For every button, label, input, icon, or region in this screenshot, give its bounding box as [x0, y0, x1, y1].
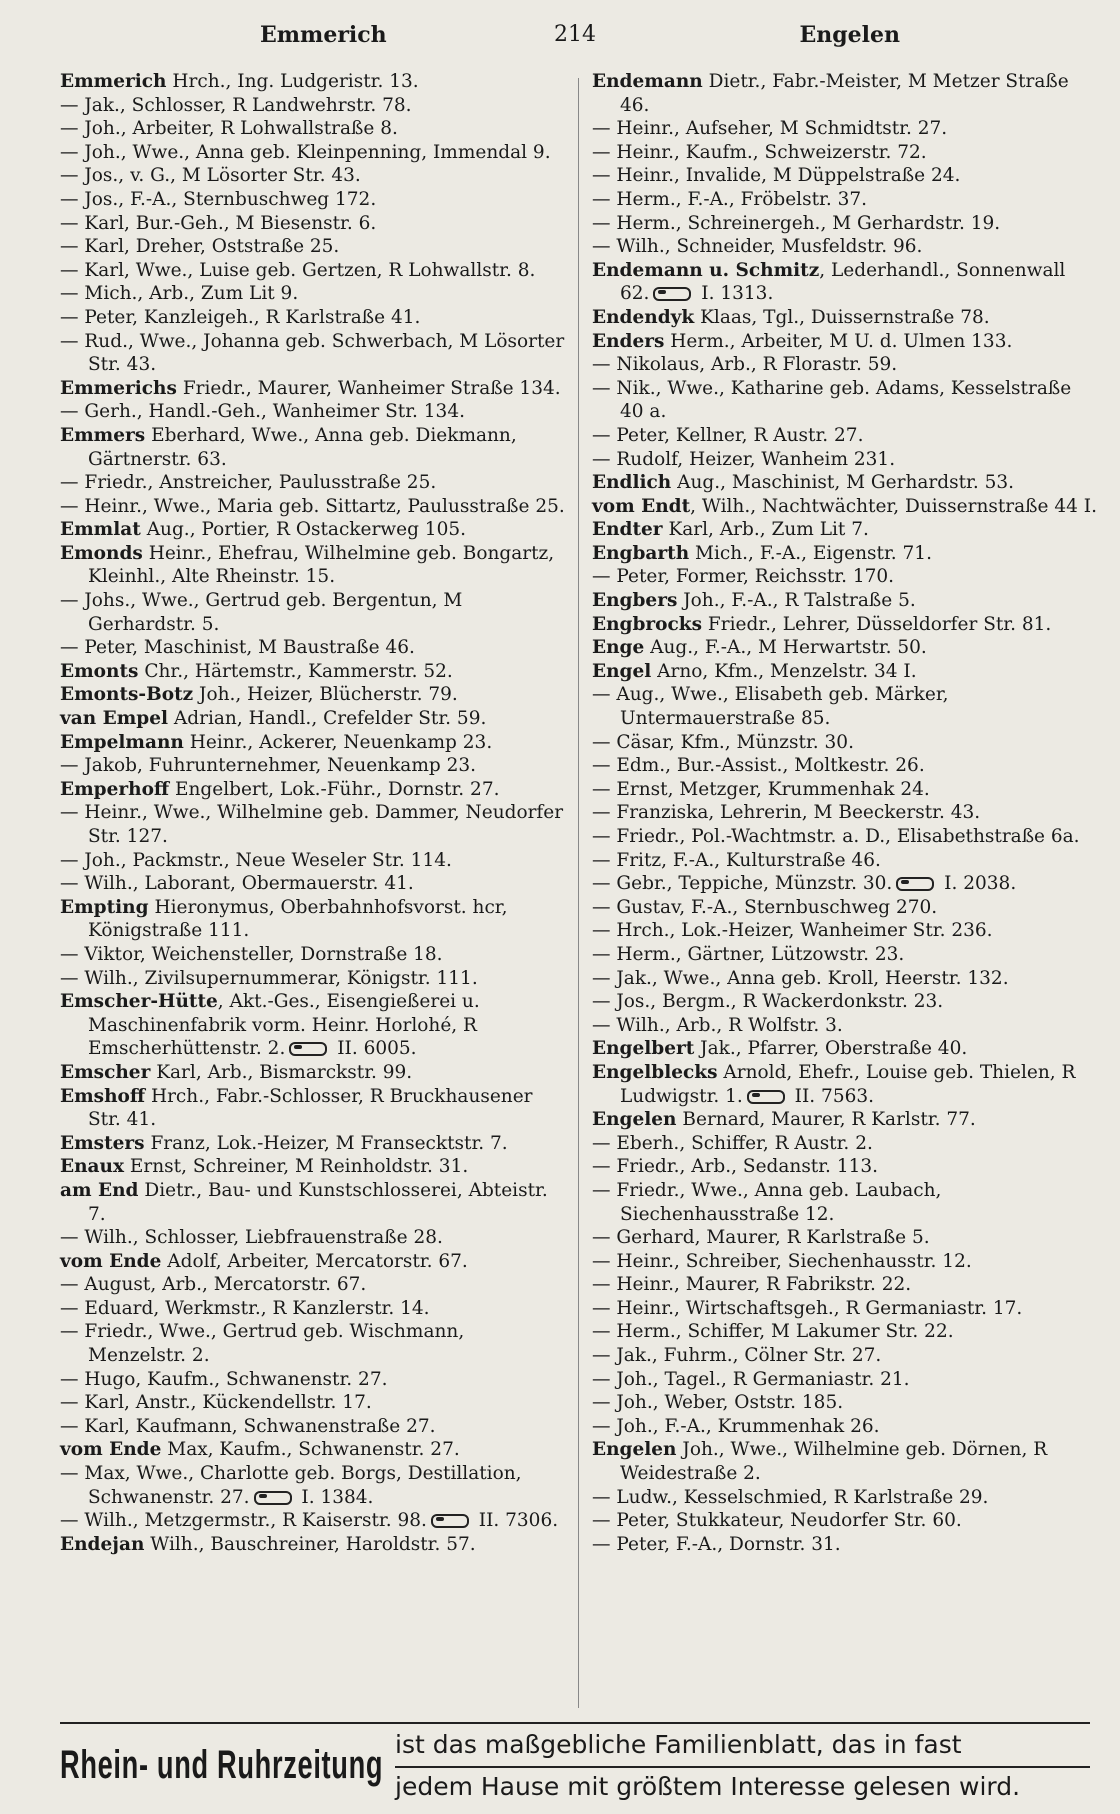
- entry-details: — Jos., v. G., M Lösorter Str. 43.: [60, 165, 361, 187]
- directory-entry: [60, 235, 565, 259]
- header-left-keyword: Emmerich: [260, 22, 387, 48]
- directory-entry: [592, 164, 1097, 188]
- right-column: [592, 70, 1097, 1556]
- entry-surname: vom Ende: [60, 1250, 162, 1272]
- entry-details: — Eberh., Schiffer, R Austr. 2.: [592, 1132, 873, 1154]
- directory-entry: [60, 141, 565, 165]
- ad-line-2: jedem Hause mit größtem Interesse gelesen wird.: [395, 1766, 1090, 1801]
- entry-details: — Nik., Wwe., Katharine geb. Adams, Kesselstraße 40 a.: [592, 377, 1072, 423]
- directory-entry: [592, 1320, 1097, 1344]
- entry-details: — Heinr., Kaufm., Schweizerstr. 72.: [592, 141, 927, 163]
- directory-entry: [60, 542, 565, 589]
- entry-details: — Hugo, Kaufm., Schwanenstr. 27.: [60, 1368, 388, 1390]
- entry-details: — Ludw., Kesselschmied, R Karlstraße 29.: [592, 1486, 989, 1508]
- entry-details: — Peter, Kellner, R Austr. 27.: [592, 424, 864, 446]
- directory-entry: [60, 1533, 565, 1557]
- entry-details: Klaas, Tgl., Duissernstraße 78.: [694, 306, 990, 328]
- directory-entry: [592, 849, 1097, 873]
- directory-entry: [60, 94, 565, 118]
- directory-entry: [60, 872, 565, 896]
- directory-entry: [592, 1533, 1097, 1557]
- entry-details: — Heinr., Wwe., Wilhelmine geb. Dammer, Neudorfer Str. 127.: [60, 802, 564, 847]
- entry-details: — Heinr., Schreiber, Siechenhausstr. 12.: [592, 1250, 972, 1272]
- entry-details: , Lederhandl., Sonnenwall 62.: [620, 259, 1066, 305]
- entry-details: Dietr., Fabr.-Meister, M Metzer Straße 46.: [620, 71, 1069, 116]
- directory-entry: [592, 141, 1097, 165]
- entry-details: — Heinr., Invalide, M Düppelstraße 24.: [592, 165, 961, 187]
- directory-entry: [60, 282, 565, 306]
- entry-details: Aug., Portier, R Ostackerweg 105.: [140, 519, 466, 541]
- directory-entry: [592, 1250, 1097, 1274]
- entry-details: Joh., Heizer, Blücherstr. 79.: [193, 684, 458, 706]
- directory-entry: [60, 801, 565, 848]
- entry-surname: Emscher-Hütte: [60, 991, 218, 1013]
- entry-details: Jak., Pfarrer, Oberstraße 40.: [694, 1038, 968, 1060]
- entry-surname: am End: [60, 1179, 139, 1201]
- directory-entry: [592, 212, 1097, 236]
- telephone-icon: [254, 1491, 292, 1505]
- entry-surname: Endendyk: [592, 306, 695, 328]
- directory-entry: [592, 1486, 1097, 1510]
- directory-entry: [592, 1108, 1097, 1132]
- entry-surname: Emonts-Botz: [60, 684, 194, 706]
- telephone-number: I. 1313.: [695, 283, 774, 305]
- entry-surname: Emmerichs: [60, 377, 177, 399]
- entry-details: — Karl, Dreher, Oststraße 25.: [60, 236, 340, 258]
- entry-details: — Herm., Gärtner, Lützowstr. 23.: [592, 943, 905, 965]
- entry-details: — Heinr., Wwe., Maria geb. Sittartz, Paulusstraße 25.: [60, 495, 565, 517]
- entry-details: — Cäsar, Kfm., Münzstr. 30.: [592, 731, 854, 753]
- entry-details: — Karl, Bur.-Geh., M Biesenstr. 6.: [60, 212, 377, 234]
- directory-entry: [60, 1061, 565, 1085]
- entry-details: — Heinr., Aufseher, M Schmidtstr. 27.: [592, 118, 948, 140]
- directory-entry: [60, 495, 565, 519]
- entry-details: — Herm., Schreinergeh., M Gerhardstr. 19.: [592, 212, 1001, 234]
- directory-entry: [592, 1014, 1097, 1038]
- entry-details: Bernard, Maurer, R Karlstr. 77.: [676, 1109, 976, 1131]
- directory-entry: [60, 70, 565, 94]
- ad-title: Rhein- und Ruhrzeitung: [60, 1743, 384, 1787]
- entry-surname: Engbrocks: [592, 613, 703, 635]
- directory-entry: [592, 731, 1097, 755]
- entry-surname: Emperhoff: [60, 778, 170, 800]
- entry-details: Dietr., Bau- und Kunstschlosserei, Abteistr. 7.: [88, 1179, 548, 1225]
- entry-surname: Engel: [592, 660, 652, 682]
- entry-details: Hieronymus, Oberbahnhofsvorst. hcr, Königstraße 111.: [88, 896, 508, 942]
- entry-details: — Joh., Packmstr., Neue Weseler Str. 114.: [60, 849, 452, 871]
- directory-entry: [592, 518, 1097, 542]
- entry-surname: Emmers: [60, 424, 146, 446]
- entry-details: — Joh., Wwe., Anna geb. Kleinpenning, Immendal 9.: [60, 141, 551, 163]
- entry-details: Mich., F.-A., Eigenstr. 71.: [689, 542, 932, 564]
- entry-details: — Rud., Wwe., Johanna geb. Schwerbach, M Lösorter Str. 43.: [60, 330, 565, 376]
- entry-details: Heinr., Ackerer, Neuenkamp 23.: [183, 731, 493, 753]
- ad-line-1: ist das maßgebliche Familienblatt, das in fast: [395, 1730, 962, 1759]
- directory-entry: [60, 1085, 565, 1132]
- telephone-number: II. 6005.: [331, 1038, 417, 1060]
- entry-surname: Emshoff: [60, 1085, 146, 1107]
- directory-entry: [60, 1320, 565, 1367]
- directory-entry: [60, 896, 565, 943]
- directory-entry: [60, 1462, 565, 1509]
- entry-details: — Gerh., Handl.-Geh., Wanheimer Str. 134.: [60, 401, 465, 423]
- entry-details: Ernst, Schreiner, M Reinholdstr. 31.: [124, 1156, 469, 1178]
- entry-details: — Aug., Wwe., Elisabeth geb. Märker, Untermauerstraße 85.: [592, 684, 949, 730]
- entry-details: — Gebr., Teppiche, Münzstr. 30.: [592, 873, 893, 895]
- directory-entry: [592, 896, 1097, 920]
- entry-details: — Heinr., Wirtschaftsgeh., R Germaniastr. 17.: [592, 1297, 1023, 1319]
- directory-entry: [592, 117, 1097, 141]
- directory-entry: [592, 943, 1097, 967]
- entry-details: — Jakob, Fuhrunternehmer, Neuenkamp 23.: [60, 755, 477, 777]
- directory-entry: [592, 188, 1097, 212]
- entry-details: Arno, Kfm., Menzelstr. 34 I.: [651, 660, 917, 682]
- entry-details: — Peter, Former, Reichsstr. 170.: [592, 566, 895, 588]
- directory-entry: [592, 1438, 1097, 1485]
- page-header: [60, 18, 1090, 58]
- entry-details: — Karl, Wwe., Luise geb. Gertzen, R Lohwallstr. 8.: [60, 259, 536, 281]
- directory-entry: [60, 377, 565, 401]
- entry-surname: Engelen: [592, 1109, 677, 1131]
- entry-surname: Engelen: [592, 1439, 677, 1461]
- directory-entry: [592, 330, 1097, 354]
- directory-entry: [60, 943, 565, 967]
- entry-details: — Herm., Schiffer, M Lakumer Str. 22.: [592, 1321, 954, 1343]
- entry-details: — Jos., Bergm., R Wackerdonkstr. 23.: [592, 991, 944, 1013]
- directory-entry: [592, 259, 1097, 306]
- entry-details: — Rudolf, Heizer, Wanheim 231.: [592, 448, 896, 470]
- entry-details: — Joh., Arbeiter, R Lohwallstraße 8.: [60, 118, 398, 140]
- directory-entry: [592, 1344, 1097, 1368]
- entry-surname: Emonts: [60, 660, 139, 682]
- entry-details: Wilh., Bauschreiner, Haroldstr. 57.: [144, 1533, 476, 1555]
- entry-details: Hrch., Fabr.-Schlosser, R Bruckhausener Str. 41.: [88, 1085, 533, 1131]
- entry-details: — Jak., Schlosser, R Landwehrstr. 78.: [60, 94, 412, 116]
- directory-entry: [592, 1273, 1097, 1297]
- advertisement-banner: [60, 1722, 1090, 1806]
- directory-entry: [592, 613, 1097, 637]
- directory-entry: [592, 471, 1097, 495]
- directory-entry: [592, 1132, 1097, 1156]
- entry-details: — Heinr., Maurer, R Fabrikstr. 22.: [592, 1274, 912, 1296]
- entry-details: Franz, Lok.-Heizer, M Fransecktstr. 7.: [144, 1132, 508, 1154]
- entry-details: , Akt.-Ges., Eisengießerei u. Maschinenfabrik vorm. Heinr. Horlohé, R Emscherhüttenstr. 2.: [88, 991, 480, 1060]
- directory-entry: [60, 164, 565, 188]
- directory-entry: [60, 1368, 565, 1392]
- entry-details: — Friedr., Wwe., Gertrud geb. Wischmann, Menzelstr. 2.: [60, 1321, 465, 1367]
- directory-entry: [60, 188, 565, 212]
- entry-details: — Wilh., Arb., R Wolfstr. 3.: [592, 1014, 843, 1036]
- directory-entry: [60, 778, 565, 802]
- directory-entry: [592, 1415, 1097, 1439]
- directory-entry: [60, 1297, 565, 1321]
- entry-details: — Johs., Wwe., Gertrud geb. Bergentun, M Gerhardstr. 5.: [60, 590, 463, 635]
- directory-entry: [60, 660, 565, 684]
- directory-entry: [592, 1509, 1097, 1533]
- entry-details: Arnold, Ehefr., Louise geb. Thielen, R Ludwigstr. 1.: [620, 1061, 1076, 1107]
- directory-entry: [592, 565, 1097, 589]
- telephone-icon: [896, 877, 934, 891]
- entry-details: Aug., Maschinist, M Gerhardstr. 53.: [671, 472, 1015, 494]
- entry-details: — Friedr., Pol.-Wachtmstr. a. D., Elisabethstraße 6a.: [592, 826, 1080, 847]
- left-column: [60, 70, 565, 1556]
- entry-details: — Wilh., Zivilsupernummerar, Königstr. 111.: [60, 967, 478, 989]
- entry-details: — Friedr., Arb., Sedanstr. 113.: [592, 1156, 879, 1178]
- entry-details: — Franziska, Lehrerin, M Beeckerstr. 43.: [592, 802, 981, 824]
- directory-entry: [60, 1155, 565, 1179]
- entry-details: — Wilh., Schneider, Musfeldstr. 96.: [592, 236, 923, 258]
- entry-surname: Endejan: [60, 1533, 145, 1555]
- directory-entry: [60, 967, 565, 991]
- directory-entry: [592, 660, 1097, 684]
- directory-entry: [60, 1415, 565, 1439]
- entry-surname: Emonds: [60, 542, 143, 564]
- directory-entry: [592, 872, 1097, 896]
- telephone-icon: [289, 1042, 327, 1056]
- directory-entry: [592, 1226, 1097, 1250]
- entry-details: Adolf, Arbeiter, Mercatorstr. 67.: [161, 1250, 468, 1272]
- entry-surname: Enaux: [60, 1156, 125, 1178]
- directory-entry: [592, 636, 1097, 660]
- entry-details: — Gustav, F.-A., Sternbuschweg 270.: [592, 896, 938, 918]
- entry-surname: vom Endt: [592, 495, 691, 517]
- directory-entry: [592, 235, 1097, 259]
- entry-surname: Empelmann: [60, 731, 184, 753]
- entry-surname: Enders: [592, 330, 665, 352]
- entry-details: Engelbert, Lok.-Führ., Dornstr. 27.: [169, 778, 500, 800]
- directory-entry: [60, 400, 565, 424]
- directory-entry: [592, 825, 1097, 849]
- entry-details: — Jak., Fuhrm., Cölner Str. 27.: [592, 1345, 882, 1367]
- entry-details: Friedr., Maurer, Wanheimer Straße 134.: [176, 377, 561, 399]
- telephone-number: I. 1384.: [295, 1486, 374, 1508]
- entry-surname: Engbers: [592, 590, 678, 612]
- entry-surname: Empting: [60, 896, 149, 918]
- entry-details: Joh., F.-A., R Talstraße 5.: [677, 590, 916, 612]
- directory-entry: [60, 754, 565, 778]
- column-divider: [578, 78, 579, 1708]
- entry-surname: Emscher: [60, 1061, 151, 1083]
- directory-entry: [60, 518, 565, 542]
- entry-details: — Joh., Tagel., R Germaniastr. 21.: [592, 1368, 910, 1390]
- entry-details: — Hrch., Lok.-Heizer, Wanheimer Str. 236.: [592, 920, 993, 942]
- directory-entry: [592, 448, 1097, 472]
- entry-details: , Wilh., Nachtwächter, Duissernstraße 44 I.: [690, 495, 1097, 517]
- entry-surname: Endemann u. Schmitz: [592, 259, 820, 281]
- entry-details: — Edm., Bur.-Assist., Moltkestr. 26.: [592, 755, 925, 777]
- entry-surname: Engelblecks: [592, 1061, 718, 1083]
- entry-surname: Endlich: [592, 472, 672, 494]
- directory-entry: [60, 1226, 565, 1250]
- directory-entry: [60, 990, 565, 1061]
- directory-entry: [592, 683, 1097, 730]
- entry-surname: Emmerich: [60, 71, 167, 92]
- entry-details: — Mich., Arb., Zum Lit 9.: [60, 283, 299, 305]
- entry-details: Adrian, Handl., Crefelder Str. 59.: [168, 708, 487, 730]
- directory-entry: [592, 754, 1097, 778]
- directory-entry: [592, 967, 1097, 991]
- directory-entry: [60, 471, 565, 495]
- directory-entry: [592, 70, 1097, 117]
- directory-entry: [592, 377, 1097, 424]
- entry-details: Hrch., Ing. Ludgeristr. 13.: [166, 71, 419, 92]
- directory-entry: [60, 1250, 565, 1274]
- entry-details: — Max, Wwe., Charlotte geb. Borgs, Destillation, Schwanenstr. 27.: [60, 1463, 522, 1508]
- entry-details: — Jak., Wwe., Anna geb. Kroll, Heerstr. 132.: [592, 967, 1009, 989]
- directory-entry: [592, 919, 1097, 943]
- telephone-number: II. 7563.: [788, 1085, 875, 1107]
- header-right-keyword: Engelen: [799, 22, 900, 48]
- directory-entry: [592, 589, 1097, 613]
- directory-entry: [60, 683, 565, 707]
- entry-details: — Joh., Weber, Oststr. 185.: [592, 1392, 844, 1414]
- entry-details: Karl, Arb., Bismarckstr. 99.: [150, 1061, 413, 1083]
- entry-details: — Peter, Kanzleigeh., R Karlstraße 41.: [60, 306, 421, 328]
- entry-surname: Emsters: [60, 1132, 145, 1154]
- entry-surname: Enge: [592, 637, 645, 659]
- directory-entry: [592, 424, 1097, 448]
- entry-surname: van Empel: [60, 708, 169, 730]
- directory-entry: [60, 1509, 565, 1533]
- entry-details: Chr., Härtemstr., Kammerstr. 52.: [138, 660, 453, 682]
- page-number: 214: [554, 22, 596, 47]
- directory-entry: [60, 589, 565, 636]
- entry-details: — Karl, Anstr., Kückendellstr. 17.: [60, 1392, 372, 1414]
- entry-details: — Ernst, Metzger, Krummenhak 24.: [592, 778, 930, 800]
- directory-entry: [592, 306, 1097, 330]
- directory-entry: [60, 117, 565, 141]
- directory-entry: [60, 1391, 565, 1415]
- entry-details: Friedr., Lehrer, Düsseldorfer Str. 81.: [702, 613, 1052, 635]
- telephone-icon: [653, 287, 691, 301]
- entry-details: — Wilh., Laborant, Obermauerstr. 41.: [60, 873, 414, 895]
- directory-entry: [592, 1155, 1097, 1179]
- entry-details: — Friedr., Anstreicher, Paulusstraße 25.: [60, 472, 437, 494]
- entry-surname: Engelbert: [592, 1038, 695, 1060]
- directory-entry: [60, 1273, 565, 1297]
- entry-details: — Peter, Maschinist, M Baustraße 46.: [60, 637, 415, 659]
- entry-surname: vom Ende: [60, 1439, 162, 1461]
- entry-details: — Nikolaus, Arb., R Florastr. 59.: [592, 354, 898, 376]
- directory-entry: [592, 1061, 1097, 1108]
- entry-details: — Peter, F.-A., Dornstr. 31.: [592, 1533, 841, 1555]
- entry-details: — Jos., F.-A., Sternbuschweg 172.: [60, 188, 377, 210]
- entry-details: Karl, Arb., Zum Lit 7.: [662, 519, 869, 541]
- entry-details: Max, Kaufm., Schwanenstr. 27.: [161, 1439, 460, 1461]
- telephone-number: II. 7306.: [472, 1510, 559, 1532]
- directory-entry: [592, 1037, 1097, 1061]
- directory-entry: [60, 306, 565, 330]
- directory-entry: [60, 1438, 565, 1462]
- directory-entry: [60, 1179, 565, 1226]
- directory-entry: [60, 731, 565, 755]
- directory-entry: [592, 495, 1097, 519]
- directory-entry: [60, 707, 565, 731]
- entry-details: Joh., Wwe., Wilhelmine geb. Dörnen, R Weidestraße 2.: [620, 1439, 1048, 1485]
- directory-entry: [60, 424, 565, 471]
- directory-entry: [592, 778, 1097, 802]
- directory-entry: [592, 1297, 1097, 1321]
- telephone-icon: [747, 1090, 785, 1104]
- telephone-number: I. 2038.: [938, 873, 1017, 895]
- directory-entry: [60, 636, 565, 660]
- directory-entry: [592, 1179, 1097, 1226]
- entry-details: — August, Arb., Mercatorstr. 67.: [60, 1274, 367, 1296]
- entry-surname: Emmlat: [60, 519, 141, 541]
- entry-details: — Herm., F.-A., Fröbelstr. 37.: [592, 188, 868, 210]
- entry-surname: Engbarth: [592, 542, 690, 564]
- entry-surname: Endemann: [592, 71, 703, 92]
- directory-entry: [60, 259, 565, 283]
- entry-surname: Endter: [592, 519, 663, 541]
- entry-details: Heinr., Ehefrau, Wilhelmine geb. Bongartz, Kleinhl., Alte Rheinstr. 15.: [88, 542, 555, 588]
- entry-details: Eberhard, Wwe., Anna geb. Diekmann, Gärtnerstr. 63.: [88, 424, 517, 470]
- directory-entry: [592, 542, 1097, 566]
- directory-entry: [592, 1368, 1097, 1392]
- entry-details: — Wilh., Schlosser, Liebfrauenstraße 28.: [60, 1227, 443, 1249]
- entry-details: Aug., F.-A., M Herwartstr. 50.: [644, 637, 927, 659]
- telephone-icon: [431, 1514, 469, 1528]
- entry-details: — Wilh., Metzgermstr., R Kaiserstr. 98.: [60, 1510, 427, 1532]
- directory-entry: [592, 801, 1097, 825]
- entry-details: — Gerhard, Maurer, R Karlstraße 5.: [592, 1227, 930, 1249]
- directory-entry: [592, 990, 1097, 1014]
- directory-entry: [60, 1132, 565, 1156]
- entry-details: — Karl, Kaufmann, Schwanenstraße 27.: [60, 1415, 436, 1437]
- entry-details: — Viktor, Weichensteller, Dornstraße 18.: [60, 943, 443, 965]
- entry-details: Herm., Arbeiter, M U. d. Ulmen 133.: [664, 330, 1013, 352]
- entry-details: — Fritz, F.-A., Kulturstraße 46.: [592, 849, 881, 871]
- directory-entry: [60, 849, 565, 873]
- directory-entry: [60, 212, 565, 236]
- entry-details: — Friedr., Wwe., Anna geb. Laubach, Siechenhausstraße 12.: [592, 1179, 942, 1225]
- entry-details: — Eduard, Werkmstr., R Kanzlerstr. 14.: [60, 1297, 430, 1319]
- directory-entry: [60, 330, 565, 377]
- entry-details: — Peter, Stukkateur, Neudorfer Str. 60.: [592, 1510, 962, 1532]
- directory-entry: [592, 353, 1097, 377]
- directory-entry: [592, 1391, 1097, 1415]
- entry-details: — Joh., F.-A., Krummenhak 26.: [592, 1415, 880, 1437]
